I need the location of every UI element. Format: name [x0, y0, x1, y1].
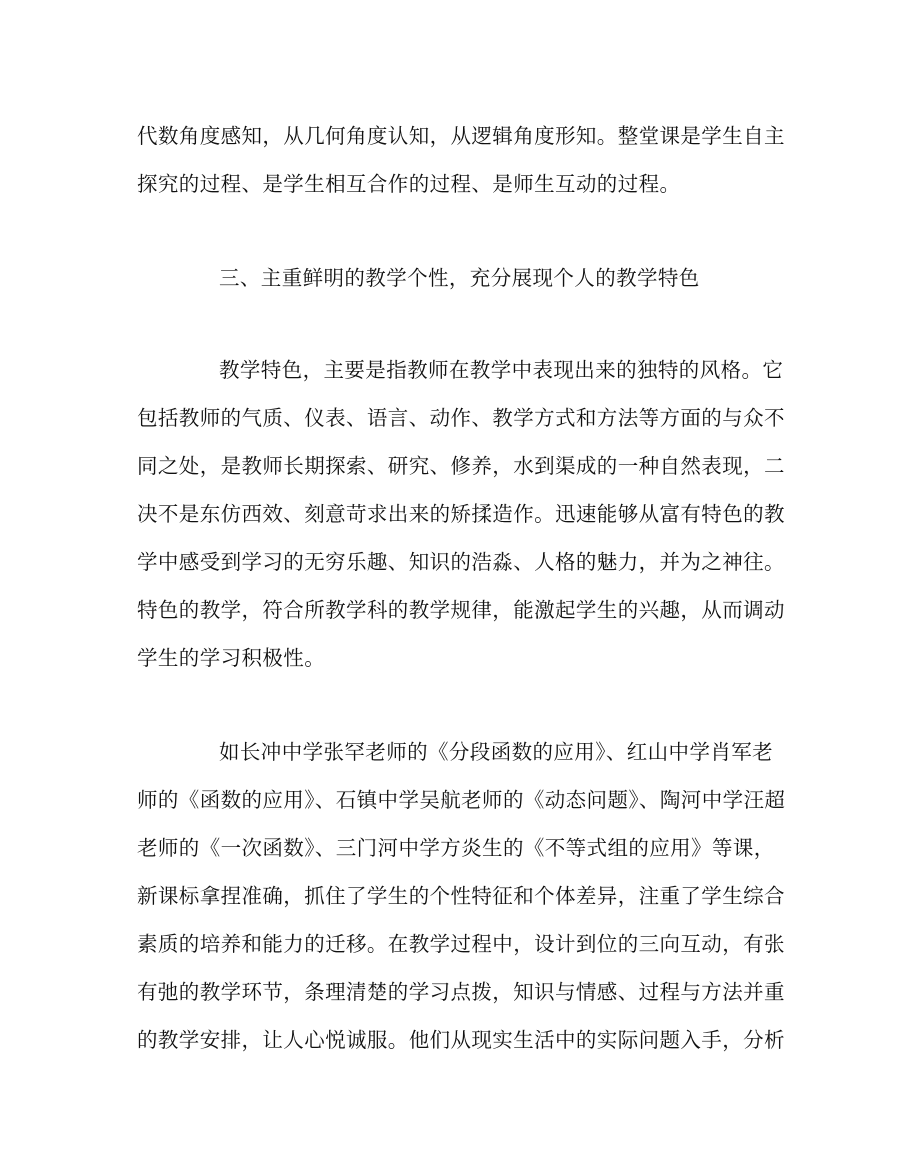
- para2-line-3: 同之处，是教师长期探索、研究、修养，水到渠成的一种自然表现，二: [137, 454, 785, 478]
- para2-line-1: 教学特色，主要是指教师在教学中表现出来的独特的风格。它: [219, 358, 784, 382]
- para2-line-7: 学生的学习积极性。: [137, 646, 326, 670]
- para3-line-7: 的教学安排，让人心悦诚服。他们从现实生活中的实际问题入手，分析: [137, 1028, 785, 1052]
- para3-line-3: 老师的《一次函数》、三门河中学方炎生的《不等式组的应用》等课，: [137, 836, 775, 860]
- section-heading: 三、主重鲜明的教学个性，充分展现个人的教学特色: [219, 266, 700, 290]
- para2-line-5: 学中感受到学习的无穷乐趣、知识的浩淼、人格的魅力，并为之神往。: [137, 550, 785, 574]
- para2-line-4: 决不是东仿西效、刻意苛求出来的矫揉造作。迅速能够从富有特色的教: [137, 502, 785, 526]
- para1-line-2: 探究的过程、是学生相互合作的过程、是师生互动的过程。: [137, 172, 681, 196]
- para3-line-4: 新课标拿捏准确，抓住了学生的个性特征和个体差异，注重了学生综合: [137, 884, 785, 908]
- para2-line-6: 特色的教学，符合所教学科的教学规律，能激起学生的兴趣，从而调动: [137, 598, 785, 622]
- para3-line-5: 素质的培养和能力的迁移。在教学过程中，设计到位的三向互动，有张: [137, 932, 785, 956]
- para3-line-1: 如长冲中学张罕老师的《分段函数的应用》、红山中学肖军老: [219, 740, 774, 764]
- para2-line-2: 包括教师的气质、仪表、语言、动作、教学方式和方法等方面的与众不: [137, 406, 785, 430]
- para3-line-2: 师的《函数的应用》、石镇中学吴航老师的《动态问题》、陶河中学汪超: [137, 788, 786, 812]
- para3-line-6: 有弛的教学环节，条理清楚的学习点拨，知识与情感、过程与方法并重: [137, 980, 785, 1004]
- para1-line-1: 代数角度感知，从几何角度认知，从逻辑角度形知。整堂课是学生自主: [137, 124, 785, 148]
